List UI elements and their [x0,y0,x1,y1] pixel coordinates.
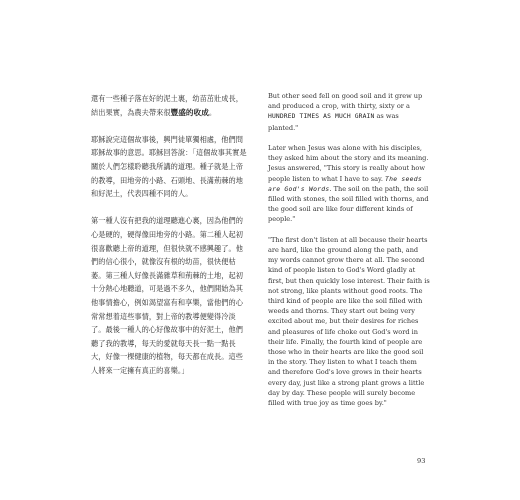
english-text: Later when Jesus was alone with his disciples, they asked him about the story and its meaning. Jesus answered, "This story is really about how people listen to what I have to say. [268,144,429,183]
chinese-paragraph: 耶穌說完這個故事後，興門徒單獨相處，他們問耶穌故事的意思。耶穌回答說：「這個故事其實是關於人們怎樣聆聽我所講的道理。種子就是上帝的教導，田地旁的小路、石頭地、長滿荊棘的地和好泥土，代表四種不同的人。 [91,134,247,199]
chinese-text: 還有一些種子落在好的泥土裏，幼苗茁壯成長，結出果實，為農夫帶來很 [91,94,243,117]
english-text: as was planted." [268,112,399,132]
english-paragraph: "The first don't listen at all because their hearts are hard, like the ground along the path, and my words cannot grow there at all. The second kind of people listen to God's Word gladly at first, but then quickly lose interest. Their faith is not strong, like plants without good roots. The third kind of people are like the soil filled with weeds and thorns. They start out being very excited about me, but their desires for riches and pleasures of life choke out God's word in their life. Finally, the fourth kind of people are those who in their hearts are like the good soil in the story. They listen to what I teach them and therefore God's love grows in their hearts every day, just like a strong plant grows a little day by day. These people will surely become filled with true joy as time goes by." [268,235,430,408]
english-paragraph [268,91,430,133]
english-emphasis-handwritten: The seeds are God's Words [268,174,422,193]
chinese-text: 。 [208,107,217,117]
chinese-paragraph [91,92,249,119]
page-number: 93 [417,457,426,465]
english-paragraph [268,143,430,225]
english-emphasis: HUNDRED TIMES AS MUCH GRAIN [268,113,375,121]
chinese-paragraph: 第一種人沒有把我的道理聽進心裏，因為他們的心是硬的，硬得像田地旁的小路。第二種人起初很喜歡聽上帝的道理，但很快就不感興趣了。他們的信心很小，就像沒有根的幼苗，很快便枯萎。第三種人好像長滿雜草和荊棘的土地，起初十分熱心地聽道，可是過不多久，他們開始為其他事情擔心，例如渴望富有和享樂，當他們的心常常想着這些事情，對上帝的教導便變得冷淡了。最後一種人的心好像故事中的好泥土，他們聽了我的教導，每天的愛就每天長一點一點長大，好像一棵健康的植物，每天都在成長。這些人將來一定擁有真正的喜樂。」 [91,216,243,375]
english-text: But other seed fell on good soil and it grew up and produced a crop, with thirty, sixty or a [268,92,423,111]
chinese-emphasis: 豐盛的收成 [170,107,209,117]
english-text-column [268,91,430,408]
english-text: . The soil on the path, the soil filled with stones, the soil filled with thorns, and the good soil are like four different kinds of people." [268,184,429,224]
chinese-text-column [91,92,249,377]
